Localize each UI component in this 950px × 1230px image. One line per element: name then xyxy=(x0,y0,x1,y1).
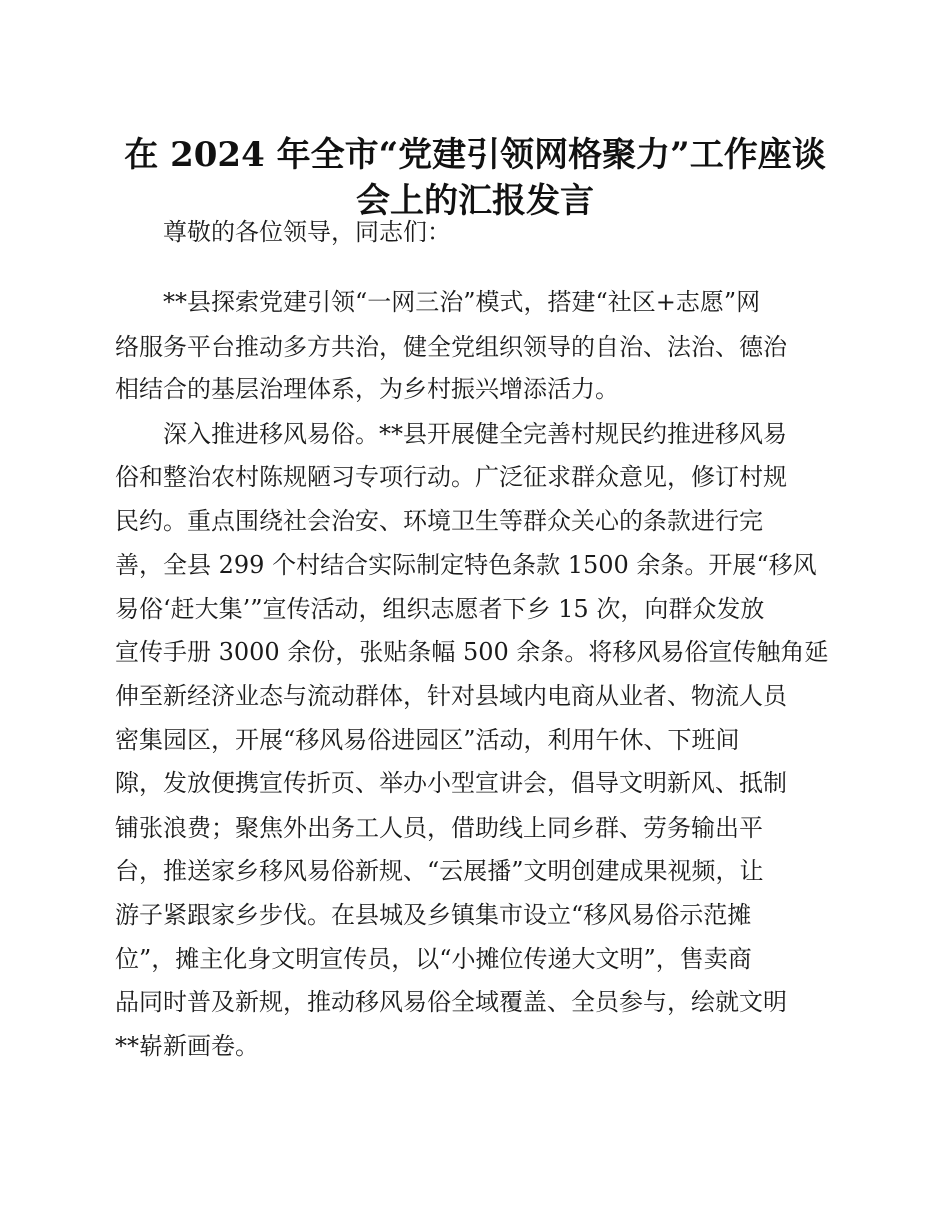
paragraph-2-line-7: 伸至新经济业态与流动群体，针对县域内电商从业者、物流人员 xyxy=(115,682,787,710)
paragraph-2-line-8: 密集园区，开展“移风易俗进园区”活动，利用午休、下班间 xyxy=(115,726,740,754)
paragraph-2-line-3: 民约。重点围绕社会治安、环境卫生等群众关心的条款进行完 xyxy=(115,507,763,535)
document-title-line-2: 会上的汇报发言 xyxy=(356,181,594,221)
paragraph-2-line-10: 铺张浪费；聚焦外出务工人员，借助线上同乡群、劳务输出平 xyxy=(115,814,763,842)
paragraph-2-line-2: 俗和整治农村陈规陋习专项行动。广泛征求群众意见，修订村规 xyxy=(115,463,787,491)
paragraph-1-line-2: 络服务平台推动多方共治，健全党组织领导的自治、法治、德治 xyxy=(115,333,787,361)
document-title-line-1: 在 2024 年全市“党建引领网格聚力”工作座谈 xyxy=(124,135,826,175)
paragraph-2-line-13: 位”，摊主化身文明宣传员，以“小摊位传递大文明”，售卖商 xyxy=(115,945,752,973)
paragraph-2-line-4: 善，全县 299 个村结合实际制定特色条款 1500 余条。开展“移风 xyxy=(115,551,817,579)
paragraph-2-line-11: 台，推送家乡移风易俗新规、“云展播”文明创建成果视频，让 xyxy=(115,857,764,885)
paragraph-2-line-15: **崭新画卷。 xyxy=(115,1032,259,1060)
paragraph-2-line-5: 易俗‘赶大集’”宣传活动，组织志愿者下乡 15 次，向群众发放 xyxy=(115,595,765,623)
paragraph-1-line-1: **县探索党建引领“一网三治”模式，搭建“社区+志愿”网 xyxy=(163,288,761,316)
paragraph-2-line-6: 宣传手册 3000 余份，张贴条幅 500 余条。将移风易俗宣传触角延 xyxy=(115,638,829,666)
paragraph-2-line-14: 品同时普及新规，推动移风易俗全域覆盖、全员参与，绘就文明 xyxy=(115,988,787,1016)
paragraph-2-line-12: 游子紧跟家乡步伐。在县城及乡镇集市设立“移风易俗示范摊 xyxy=(115,901,752,929)
paragraph-2-line-9: 隙，发放便携宣传折页、举办小型宣讲会，倡导文明新风、抵制 xyxy=(115,769,787,797)
paragraph-2-line-1: 深入推进移风易俗。**县开展健全完善村规民约推进移风易 xyxy=(163,420,787,448)
paragraph-1-line-3: 相结合的基层治理体系，为乡村振兴增添活力。 xyxy=(115,375,619,403)
salutation: 尊敬的各位领导，同志们： xyxy=(163,218,451,246)
